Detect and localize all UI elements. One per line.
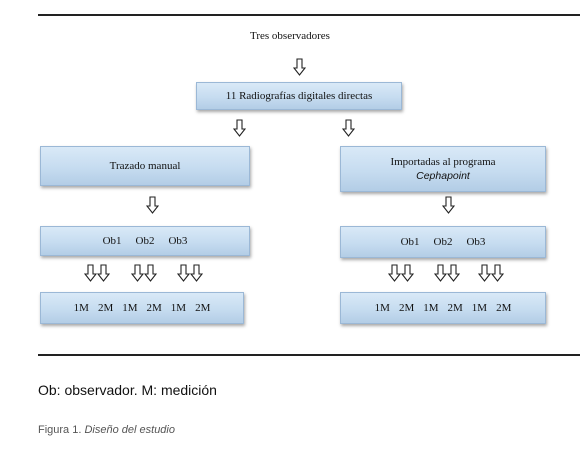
down-arrow-icon <box>233 119 246 137</box>
abbreviation-note: Ob: observador. M: medición <box>38 382 217 398</box>
down-arrow-icon <box>442 196 455 214</box>
top-rule <box>38 14 580 16</box>
radiographs-box-label: 11 Radiografías digitales directas <box>225 90 373 102</box>
top-label: Tres observadores <box>250 30 330 42</box>
down-arrow-icon <box>293 58 306 76</box>
down-arrow-icon <box>144 264 157 282</box>
observer-label: Ob1 <box>400 236 420 248</box>
measurement-label: 2M <box>447 302 463 314</box>
radiographs-box <box>196 82 402 110</box>
measurement-label: 1M <box>471 302 488 314</box>
cephapoint-label-line2: Cephapoint <box>416 170 470 182</box>
left-observers-box <box>40 226 250 256</box>
down-arrow-icon <box>177 264 190 282</box>
measurement-label: 1M <box>122 302 138 314</box>
figure-label: Figura 1. <box>38 424 82 436</box>
down-arrow-icon <box>388 264 401 282</box>
measurement-label: 2M <box>146 302 162 314</box>
observer-label: Ob3 <box>466 236 486 248</box>
measurement-label: 1M <box>170 302 187 314</box>
measurement-label: 2M <box>398 302 415 314</box>
down-arrow-icon <box>84 264 97 282</box>
manual-tracing-box <box>40 146 250 186</box>
cephapoint-box <box>340 146 546 192</box>
down-arrow-icon <box>447 264 460 282</box>
figure-title: Diseño del estudio <box>84 424 175 436</box>
down-arrow-icon <box>97 264 110 282</box>
figure-caption <box>38 424 175 436</box>
down-arrow-icon <box>342 119 355 137</box>
cephapoint-label-line1: Importadas al programa <box>390 156 496 168</box>
left-measurements-box <box>40 292 244 324</box>
measurement-label: 2M <box>195 302 211 314</box>
down-arrow-icon <box>478 264 491 282</box>
right-measurements-box <box>340 292 546 324</box>
measurement-label: 2M <box>97 302 114 314</box>
down-arrow-icon <box>190 264 203 282</box>
observer-label: Ob2 <box>433 236 453 248</box>
down-arrow-icon <box>401 264 414 282</box>
down-arrow-icon <box>434 264 447 282</box>
down-arrow-icon <box>146 196 159 214</box>
down-arrow-icon <box>131 264 144 282</box>
observer-label: Ob1 <box>102 235 122 247</box>
down-arrow-icon <box>491 264 504 282</box>
bottom-rule <box>38 354 580 356</box>
measurement-label: 2M <box>496 302 512 314</box>
observer-label: Ob2 <box>135 235 155 247</box>
measurement-label: 1M <box>374 302 390 314</box>
measurement-label: 1M <box>73 302 89 314</box>
right-observers-box <box>340 226 546 258</box>
manual-tracing-label: Trazado manual <box>109 160 181 172</box>
measurement-label: 1M <box>423 302 439 314</box>
observer-label: Ob3 <box>168 235 188 247</box>
